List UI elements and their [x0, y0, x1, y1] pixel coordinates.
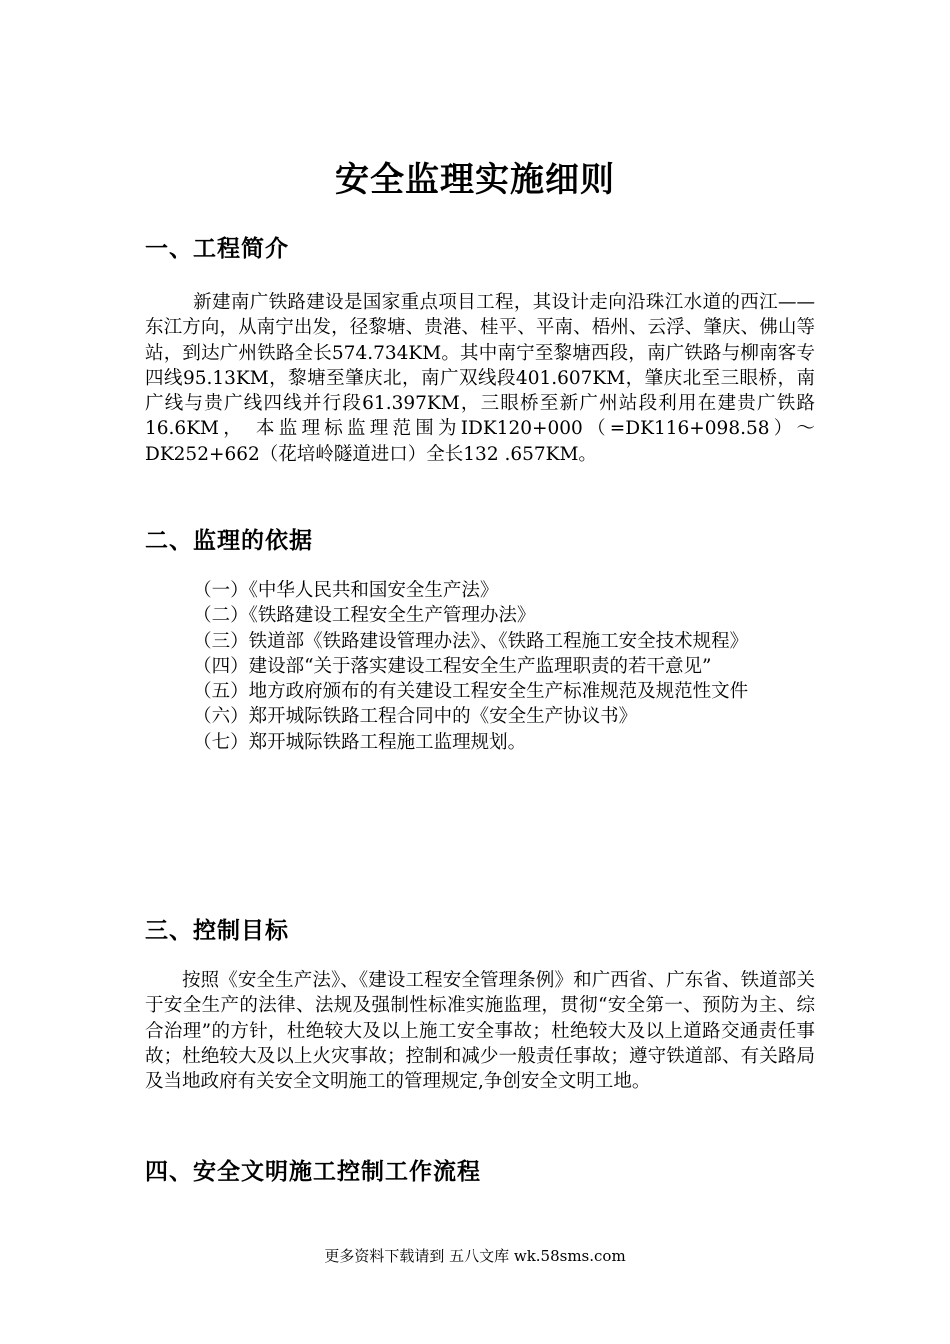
list-item: （五）地方政府颁布的有关建设工程安全生产标准规范及规范性文件 — [193, 681, 749, 703]
list-item: （七）郑开城际铁路工程施工监理规划。 — [193, 731, 527, 753]
section-heading-2: 二、监理的依据 — [145, 528, 313, 554]
list-item: （六）郑开城际铁路工程合同中的《安全生产协议书》 — [193, 706, 638, 728]
paragraph-text: 新建南广铁路建设是国家重点项目工程，其设计走向沿珠江水道的西江——东江方向，从南宁出发，径黎塘、贵港、桂平、平南、梧州、云浮、肇庆、佛山等站，到达广州铁路全长574.734KM。其中南宁至黎塘西段，南广铁路与柳南客专四线95.13KM，黎塘至肇庆北，南广双线段401.607KM，肇庆北至三眼桥，南广线与贵广线四线并行段61.397KM，三眼桥至新广州站段利用在建贵广铁路16.6KM， 本监理标监理范围为IDK120+000（=DK116+098.58）～DK252+662（花培岭隧道进口）全长132 .657KM。 — [145, 292, 815, 465]
footer-note: 更多资料下载请到 五八文库 wk.58sms.com — [324, 1247, 626, 1265]
paragraph-text: 按照《安全生产法》、《建设工程安全管理条例》和广西省、广东省、铁道部关于安全生产的法律、法规及强制性标准实施监理，贯彻“安全第一、预防为主、综合治理”的方针，杜绝较大及以上施工安全事故；杜绝较大及以上道路交通责任事故；杜绝较大及以上火灾事故；控制和减少一般责任事故；遵守铁道部、有关路局及当地政府有关安全文明施工的管理规定,争创安全文明工地。 — [145, 970, 815, 1093]
list-item: （一）《中华人民共和国安全生产法》 — [193, 580, 499, 601]
list-item: （三）铁道部《铁路建设管理办法》、《铁路工程施工安全技术规程》 — [193, 630, 749, 652]
basis-list — [145, 578, 815, 755]
document-title: 安全监理实施细则 — [335, 160, 615, 200]
list-item: （四）建设部“关于落实建设工程安全生产监理职责的若干意见” — [193, 655, 712, 677]
section-heading-4: 四、安全文明施工控制工作流程 — [145, 1159, 481, 1185]
section-paragraph-3 — [145, 968, 815, 1094]
list-item: （二）《铁路建设工程安全生产管理办法》 — [193, 605, 536, 627]
section-paragraph-1 — [145, 290, 815, 467]
section-heading-3: 三、控制目标 — [145, 918, 289, 944]
section-heading-1: 一、工程简介 — [145, 236, 289, 262]
